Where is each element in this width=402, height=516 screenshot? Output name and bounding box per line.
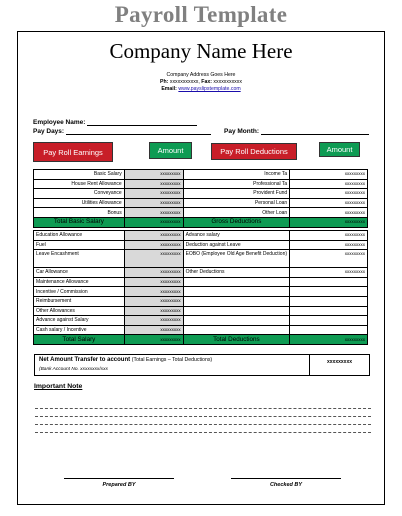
net-formula: (Total Earnings – Total Deductions) xyxy=(131,357,213,363)
earning-amount[interactable]: xxxxxxxxx xyxy=(124,240,183,250)
checked-by-line[interactable] xyxy=(231,478,341,479)
payroll-sheet xyxy=(17,31,385,505)
table-row xyxy=(34,306,368,316)
important-note-heading: Important Note xyxy=(34,383,83,390)
pay-roll-deductions-header: Pay Roll Deductions xyxy=(211,143,297,160)
checked-by-signature xyxy=(231,478,341,488)
deduction-label: Advance salary xyxy=(183,231,290,241)
net-amount-box xyxy=(34,354,370,376)
deduction-amount[interactable] xyxy=(290,296,368,306)
ph-value: xxxxxxxxxxx, xyxy=(169,79,200,85)
table-row xyxy=(34,325,368,335)
table-row xyxy=(34,277,368,287)
deduction-label xyxy=(183,316,290,326)
total-deduction-amount[interactable]: xxxxxxxxx xyxy=(290,335,368,345)
email-link[interactable]: www.payslipstemplate.com xyxy=(178,86,241,92)
table-row xyxy=(34,231,368,241)
fax-label: Fax: xyxy=(201,79,212,85)
ph-label: Ph: xyxy=(160,79,169,85)
deduction-label: Provident Fund xyxy=(183,189,290,199)
total-earning-label: Total Basic Salary xyxy=(34,217,125,227)
deduction-label xyxy=(183,287,290,297)
company-name: Company Name Here xyxy=(109,39,293,63)
deduction-label: Professional Ta xyxy=(183,179,290,189)
earning-label: Maintenance Allowance xyxy=(34,277,125,287)
deduction-label xyxy=(183,325,290,335)
pay-days-field xyxy=(33,128,211,135)
deduction-amount[interactable] xyxy=(290,287,368,297)
table-row xyxy=(34,198,368,208)
earning-label: Fuel xyxy=(34,240,125,250)
table-row xyxy=(34,208,368,218)
table-row xyxy=(34,250,368,268)
earning-amount[interactable]: xxxxxxxxx xyxy=(124,198,183,208)
page-title: Payroll Template xyxy=(114,2,288,27)
deduction-label: Other Loan xyxy=(183,208,290,218)
deduction-label xyxy=(183,296,290,306)
pay-month-label: Pay Month: xyxy=(224,128,260,135)
earning-amount[interactable]: xxxxxxxxx xyxy=(124,179,183,189)
deduction-label xyxy=(183,306,290,316)
earning-amount[interactable]: xxxxxxxxx xyxy=(124,208,183,218)
employee-name-field xyxy=(33,119,197,126)
deduction-amount[interactable] xyxy=(290,325,368,335)
deduction-amount[interactable]: xxxxxxxxx xyxy=(290,250,368,268)
earning-label: House Rent Allowance xyxy=(34,179,125,189)
employee-name-label: Employee Name: xyxy=(33,119,86,126)
deduction-label: Deduction against Leave xyxy=(183,240,290,250)
earning-amount[interactable]: xxxxxxxxx xyxy=(124,316,183,326)
table-row xyxy=(34,268,368,278)
earning-amount[interactable]: xxxxxxxxx xyxy=(124,325,183,335)
earning-label: Incentive / Commission xyxy=(34,287,125,297)
pay-days-label: Pay Days: xyxy=(33,128,65,135)
note-line-4[interactable] xyxy=(35,432,371,433)
earning-label: Basic Salary xyxy=(34,170,125,180)
payroll-table-1 xyxy=(33,169,368,228)
total-earning-amount[interactable]: xxxxxxxxx xyxy=(124,217,183,227)
earning-label: Leave Encashment xyxy=(34,250,125,268)
employee-name-input[interactable] xyxy=(87,120,197,126)
prepared-by-label: Prepared BY xyxy=(102,482,136,488)
deduction-label: EOBO (Employee Old Age Benefit Deduction) xyxy=(183,250,290,268)
earnings-amount-header: Amount xyxy=(149,142,192,159)
totals-row xyxy=(34,335,368,345)
earning-amount[interactable]: xxxxxxxxx xyxy=(124,296,183,306)
total-deduction-label: Total Deductions xyxy=(183,335,290,345)
pay-days-input[interactable] xyxy=(66,129,211,135)
earning-amount[interactable]: xxxxxxxxx xyxy=(124,231,183,241)
note-line-3[interactable] xyxy=(35,424,371,425)
earning-amount[interactable]: xxxxxxxxx xyxy=(124,250,183,268)
pay-month-field xyxy=(224,128,369,135)
company-email xyxy=(18,86,384,93)
deduction-amount[interactable]: xxxxxxxxx xyxy=(290,208,368,218)
earning-label: Advance against Salary xyxy=(34,316,125,326)
earning-amount[interactable]: xxxxxxxxx xyxy=(124,189,183,199)
earning-label: Car Allowance xyxy=(34,268,125,278)
earning-label: Conveyance xyxy=(34,189,125,199)
deduction-amount[interactable]: xxxxxxxxx xyxy=(290,240,368,250)
prepared-by-line[interactable] xyxy=(64,478,174,479)
deduction-amount[interactable]: xxxxxxxxx xyxy=(290,198,368,208)
checked-by-label: Checked BY xyxy=(269,482,303,488)
note-line-2[interactable] xyxy=(35,416,371,417)
deduction-amount[interactable] xyxy=(290,306,368,316)
deduction-label: Personal Loan xyxy=(183,198,290,208)
deduction-amount[interactable] xyxy=(290,316,368,326)
deduction-amount[interactable]: xxxxxxxxx xyxy=(290,189,368,199)
table-row xyxy=(34,240,368,250)
deduction-amount[interactable]: xxxxxxxxx xyxy=(290,268,368,278)
deduction-label: Other Deductions xyxy=(183,268,290,278)
total-deduction-label: Gross Deductions xyxy=(183,217,290,227)
earning-amount[interactable]: xxxxxxxxx xyxy=(124,287,183,297)
net-amount-label: Net Amount Transfer to account (Total Earnings – Total Deductions) xyxy=(39,357,213,363)
deduction-label xyxy=(183,277,290,287)
net-amount-value[interactable]: xxxxxxxxx xyxy=(309,355,369,375)
deduction-label: Income Ta xyxy=(183,170,290,180)
deduction-amount[interactable]: xxxxxxxxx xyxy=(290,231,368,241)
table-row xyxy=(34,296,368,306)
table-row xyxy=(34,189,368,199)
earning-amount[interactable]: xxxxxxxxx xyxy=(124,170,183,180)
earning-amount[interactable]: xxxxxxxxx xyxy=(124,306,183,316)
earning-label: Utilities Allowance xyxy=(34,198,125,208)
total-earning-label: Total Salary xyxy=(34,335,125,345)
table-row xyxy=(34,316,368,326)
fax-value: xxxxxxxxxxx xyxy=(213,79,242,85)
earning-label: Reimbursement xyxy=(34,296,125,306)
deductions-amount-header: Amount xyxy=(319,142,360,157)
total-deduction-amount[interactable]: xxxxxxxxx xyxy=(290,217,368,227)
note-line-1[interactable] xyxy=(35,408,371,409)
company-contact xyxy=(18,79,384,86)
company-address: Company Address Goes Here xyxy=(166,72,236,78)
deduction-amount[interactable] xyxy=(290,277,368,287)
earning-label: Cash salary / Incentive xyxy=(34,325,125,335)
prepared-by-signature xyxy=(64,478,174,488)
email-label: Email: xyxy=(161,86,177,92)
deduction-amount[interactable]: xxxxxxxxx xyxy=(290,179,368,189)
earning-amount[interactable]: xxxxxxxxx xyxy=(124,268,183,278)
earning-amount[interactable]: xxxxxxxxx xyxy=(124,277,183,287)
table-row xyxy=(34,287,368,297)
totals-row xyxy=(34,217,368,227)
pay-roll-earnings-header: Pay Roll Earnings xyxy=(33,142,113,162)
earning-label: Other Allowances xyxy=(34,306,125,316)
earning-label: Bonus xyxy=(34,208,125,218)
pay-month-input[interactable] xyxy=(261,129,369,135)
deduction-amount[interactable]: xxxxxxxxx xyxy=(290,170,368,180)
earning-label: Education Allowance xyxy=(34,231,125,241)
table-row xyxy=(34,179,368,189)
total-earning-amount[interactable]: xxxxxxxxx xyxy=(124,335,183,345)
payroll-table-2 xyxy=(33,230,368,345)
table-row xyxy=(34,170,368,180)
bank-account-text: (Bank Account No. xxxxxxxx/xxx xyxy=(39,367,108,372)
